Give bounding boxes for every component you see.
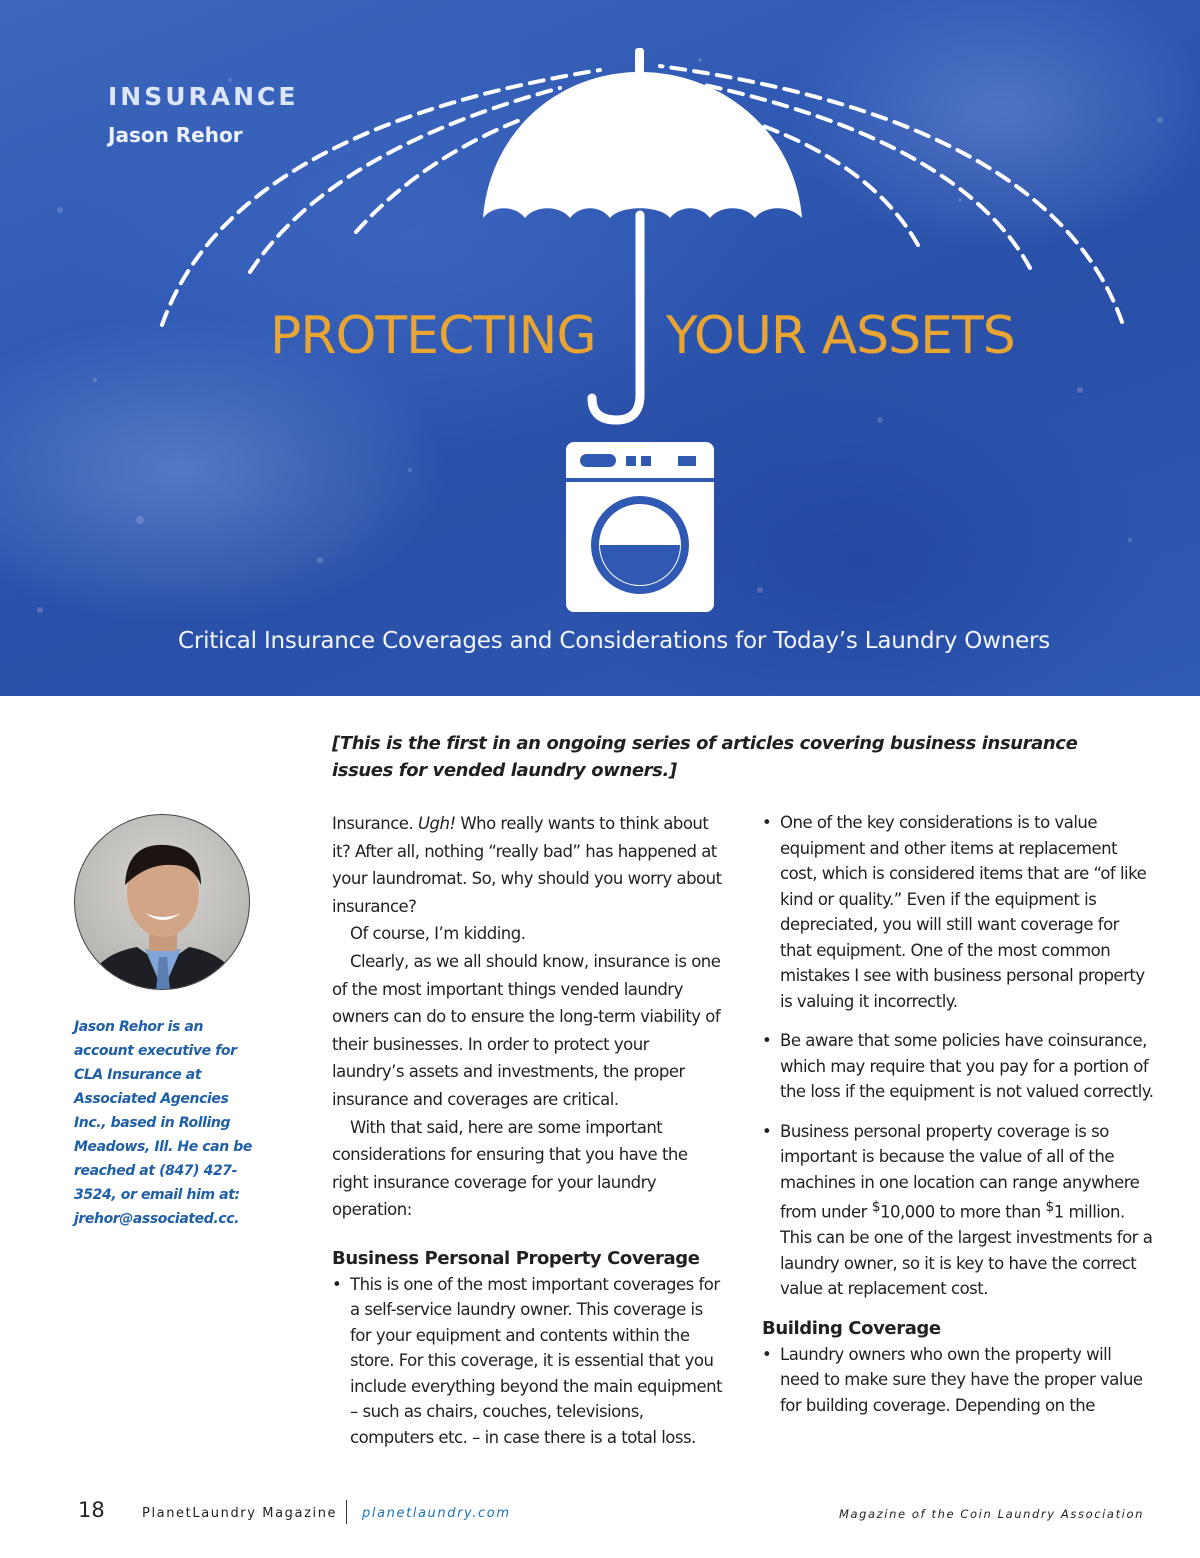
headline-right: YOUR ASSETS [666, 306, 1015, 366]
paragraph: Insurance. Ugh! Who really wants to think about it? After all, nothing “really bad” has happened at your laundromat. So, why should you worry about insurance? [332, 814, 722, 916]
paragraph: Clearly, as we all should know, insurance is one of the most important things vended laundry owners can do to ensure the long-term viability of their businesses. In order to protect your laundry’s assets and investments, the proper insurance and coverages are critical. [332, 951, 721, 1109]
page-number: 18 [78, 1498, 105, 1522]
website-link[interactable]: planetlaundry.com [362, 1506, 511, 1521]
article-column-2 [762, 810, 1154, 1432]
hero-banner [0, 0, 1200, 696]
article-column-1 [332, 810, 724, 1450]
heading-building-coverage: Building Coverage [762, 1317, 941, 1339]
paragraph: With that said, here are some important considerations for ensuring that you have the right insurance coverage for your laundry operation: [332, 1117, 688, 1220]
list-item: • This is one of the most important coverages for a self-service laundry owner. This coverage is for your equipment and contents within the store. For this coverage, it is essential that you include everything beyond the main equipment – such as chairs, couches, televisions, computers etc. – in case there is a total loss. [332, 1274, 723, 1447]
list-item: • Business personal property coverage is so important is because the value of all of the machines in one location can range anywhere from under $10,000 to more than $1 million. This can be one of the largest investments for a laundry owner, so it is key to have the correct value at replacement cost. [762, 1121, 1153, 1298]
footer-divider [346, 1500, 347, 1524]
magazine-tagline: Magazine of the Coin Laundry Association [838, 1507, 1144, 1521]
subtitle: Critical Insurance Coverages and Considerations for Today’s Laundry Owners [178, 628, 1051, 654]
page-footer [0, 1498, 1200, 1528]
author-photo [74, 814, 250, 990]
list-item: • One of the key considerations is to value equipment and other items at replacement cost, which is considered items that are “of like kind or quality.” Even if the equipment is depreciated, you will still want coverage for that equipment. One of the most common mistakes I see with business personal property is valuing it incorrectly. [762, 813, 1147, 1011]
author-bio: Jason Rehor is an account executive for CLA Insurance at Associated Agencies Inc., based in Rolling Meadows, Ill. He can be reached at (847) 427-3524, or email him at: jrehor@associated.cc. [74, 1019, 252, 1227]
paragraph: Of course, I’m kidding. [350, 924, 526, 944]
list-item: • Laundry owners who own the property will need to make sure they have the proper value for building coverage. Depending on the [762, 1344, 1143, 1415]
heading-business-personal-property: Business Personal Property Coverage [332, 1247, 700, 1269]
headline-left: PROTECTING [270, 306, 596, 366]
series-note: [This is the first in an ongoing series of articles covering business insurance issues for vended laundry owners.] [332, 733, 1078, 781]
author-name: Jason Rehor [108, 123, 243, 147]
section-label: INSURANCE [108, 82, 299, 111]
list-item: • Be aware that some policies have coinsurance, which may require that you pay for a portion of the loss if the equipment is not valued correctly. [762, 1031, 1154, 1101]
washing-machine-icon [566, 442, 714, 612]
magazine-name: PlanetLaundry Magazine [142, 1506, 338, 1521]
